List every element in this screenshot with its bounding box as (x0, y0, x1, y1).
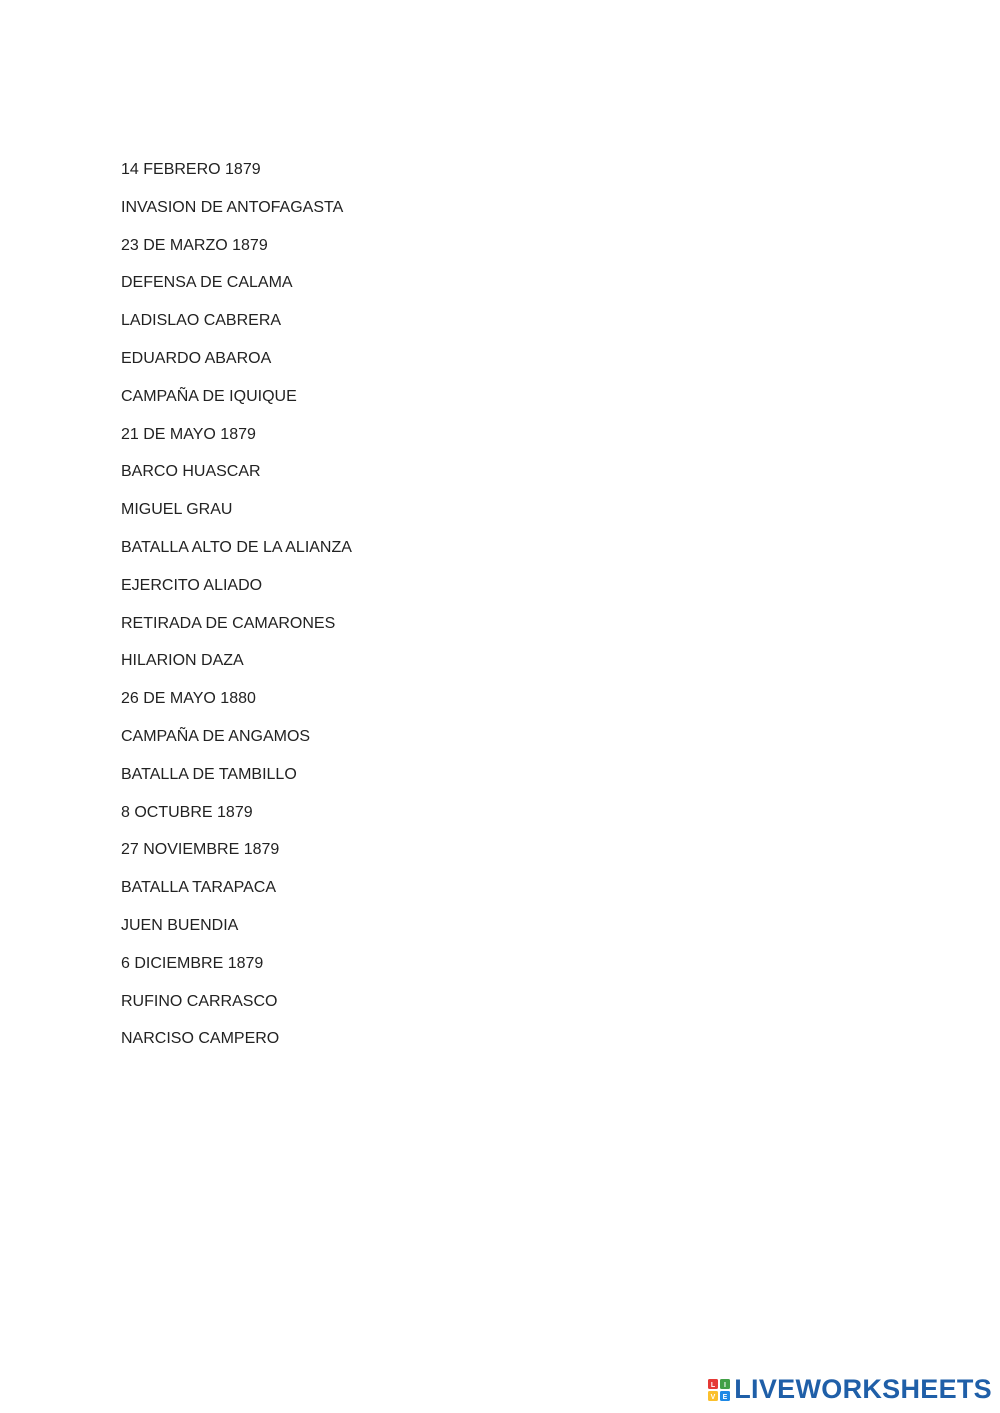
term-list (121, 158, 352, 1065)
term-item: EDUARDO ABAROA (121, 349, 272, 367)
term-item: CAMPAÑA DE ANGAMOS (121, 727, 311, 745)
brand-text: LIVEWORKSHEETS (734, 1374, 992, 1404)
term-item: BATALLA DE TAMBILLO (121, 765, 297, 783)
term-item: 21 DE MAYO 1879 (121, 425, 256, 443)
term-item: EJERCITO ALIADO (121, 576, 263, 594)
logo-letter-l: L (711, 1381, 716, 1389)
term-item: NARCISO CAMPERO (121, 1030, 280, 1048)
term-item: INVASION DE ANTOFAGASTA (121, 198, 344, 216)
term-item: BARCO HUASCAR (121, 463, 261, 481)
term-item: 23 DE MARZO 1879 (121, 236, 268, 254)
logo-letter-v: V (710, 1393, 716, 1401)
term-item: BATALLA TARAPACA (121, 879, 277, 897)
term-item: JUEN BUENDIA (121, 916, 239, 934)
liveworksheets-logo-icon (708, 1379, 730, 1401)
term-item: RETIRADA DE CAMARONES (121, 614, 336, 632)
logo-letter-e: E (722, 1393, 728, 1401)
term-item: RUFINO CARRASCO (121, 992, 278, 1010)
term-item: 26 DE MAYO 1880 (121, 690, 256, 708)
term-item: BATALLA ALTO DE LA ALIANZA (121, 538, 352, 556)
term-item: 27 NOVIEMBRE 1879 (121, 841, 280, 859)
logo-letter-i: I (724, 1381, 727, 1389)
term-item: HILARION DAZA (121, 652, 244, 670)
term-item: 8 OCTUBRE 1879 (121, 803, 253, 821)
term-item: 6 DICIEMBRE 1879 (121, 954, 264, 972)
term-item: CAMPAÑA DE IQUIQUE (121, 387, 297, 405)
term-item: 14 FEBRERO 1879 (121, 161, 261, 178)
liveworksheets-brand (708, 1374, 992, 1405)
term-item: DEFENSA DE CALAMA (121, 274, 293, 292)
term-item: MIGUEL GRAU (121, 501, 233, 519)
term-item: LADISLAO CABRERA (121, 312, 282, 330)
